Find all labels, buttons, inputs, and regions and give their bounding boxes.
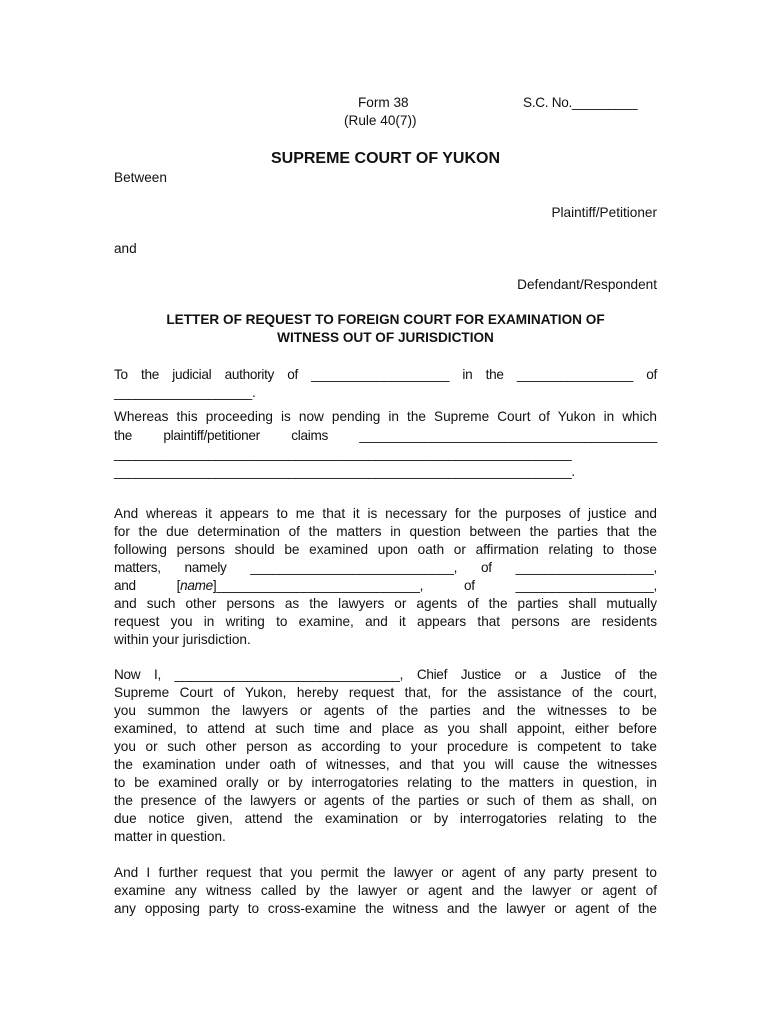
- sc-number: S.C. No._________: [523, 95, 638, 110]
- para4-line9: due notice given, attend the examination or by interrogatories relating to the: [114, 811, 657, 826]
- para1-line2: ___________________.: [114, 385, 256, 400]
- name-placeholder: name: [180, 578, 213, 593]
- rule-reference: (Rule 40(7)): [344, 113, 417, 128]
- para3-line6: and such other persons as the lawyers or agents of the parties shall mutually: [114, 596, 657, 611]
- and-label: and: [114, 241, 137, 256]
- para2-line2: the plaintiff/petitioner claims _________________________________________: [114, 428, 657, 443]
- para4-line8: the presence of the lawyers or agents of the parties or such of them as shall, on: [114, 793, 657, 808]
- para3-line4: matters, namely ____________________________, of ___________________,: [114, 560, 657, 575]
- between-label: Between: [114, 170, 167, 185]
- para2-line3: _______________________________________________________________: [114, 446, 572, 461]
- para4-line10: matter in question.: [114, 829, 226, 844]
- para4-line5: you or such other person as according to your procedure is competent to take: [114, 739, 657, 754]
- court-name: SUPREME COURT OF YUKON: [270, 150, 501, 167]
- para4-line1: Now I, _______________________________, Chief Justice or a Justice of the: [114, 667, 657, 682]
- para2-line1: Whereas this proceeding is now pending in the Supreme Court of Yukon in which: [114, 409, 657, 424]
- form-number: Form 38: [358, 95, 409, 110]
- para3-line8: within your jurisdiction.: [114, 632, 251, 647]
- para1-line1: To the judicial authority of ___________________ in the ________________ of: [114, 367, 657, 382]
- letter-title-line2: WITNESS OUT OF JURISDICTION: [277, 330, 494, 345]
- para5-line2: examine any witness called by the lawyer or agent and the lawyer or agent of: [114, 883, 657, 898]
- para4-line7: to be examined orally or by interrogatories relating to the matters in question, in: [114, 775, 657, 790]
- para4-line2: Supreme Court of Yukon, hereby request that, for the assistance of the court,: [114, 685, 657, 700]
- letter-title-line1: LETTER OF REQUEST TO FOREIGN COURT FOR EXAMINATION OF: [166, 312, 605, 327]
- plaintiff-label: Plaintiff/Petitioner: [551, 205, 657, 220]
- para3-line5: [114, 577, 657, 595]
- para5-line3: any opposing party to cross-examine the witness and the lawyer or agent of the: [114, 901, 657, 916]
- para3-line7: request you in writing to examine, and it appears that persons are residents: [114, 614, 657, 629]
- para4-line4: examined, to attend at such time and place as you shall appoint, either before: [114, 721, 657, 736]
- defendant-label: Defendant/Respondent: [517, 277, 657, 292]
- para3-line3: following persons should be examined upon oath or affirmation relating to those: [114, 542, 657, 557]
- para2-line4: _______________________________________________________________.: [114, 464, 575, 479]
- para3-line2: for the due determination of the matters in question between the parties that the: [114, 524, 657, 539]
- para4-line6: the examination under oath of witnesses, and that you will cause the witnesses: [114, 757, 657, 772]
- para3-line1: And whereas it appears to me that it is necessary for the purposes of justice and: [114, 506, 657, 521]
- para4-line3: you summon the lawyers or agents of the parties and the witnesses to be: [114, 703, 657, 718]
- para3-line5-end: ]____________________________, of ___________________,: [212, 578, 658, 593]
- para5-line1: And I further request that you permit the lawyer or agent of any party present to: [114, 865, 657, 880]
- para3-line5-start: and [: [114, 578, 181, 593]
